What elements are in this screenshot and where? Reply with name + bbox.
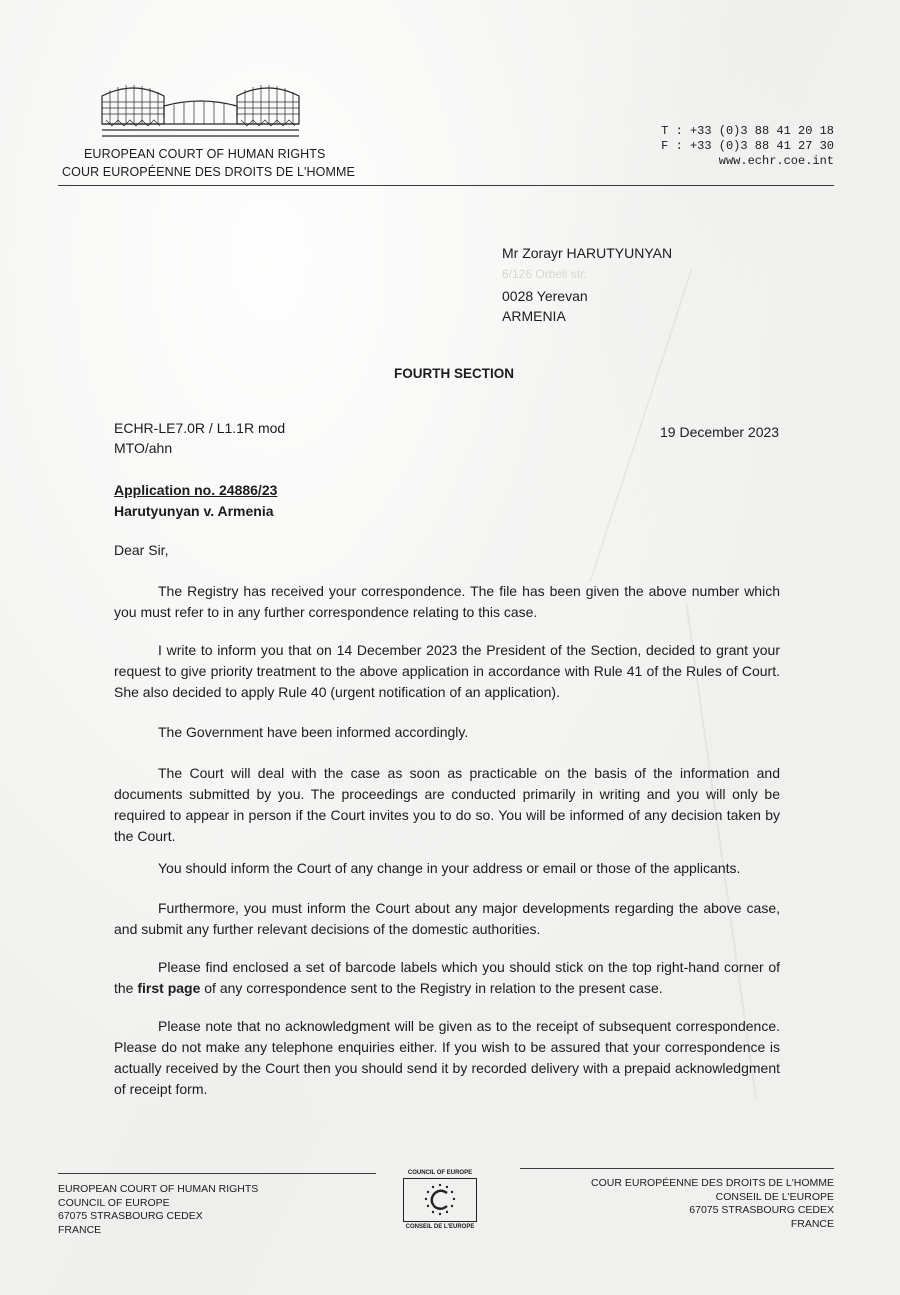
header-divider: [58, 185, 834, 186]
salutation: Dear Sir,: [114, 542, 169, 558]
coe-emblem-icon: [420, 1182, 460, 1218]
barcode-text-start: Please find enclosed a set of barcode labels which you should stick on the top right-hand corner of the: [114, 959, 780, 996]
footer-line: 67075 STRASBOURG CEDEX: [689, 1204, 834, 1216]
court-name-en: EUROPEAN COURT OF HUMAN RIGHTS: [84, 147, 326, 161]
footer-line: COUNCIL OF EUROPE: [58, 1196, 170, 1209]
letter-date: 19 December 2023: [660, 424, 780, 440]
paragraph-barcode: [114, 957, 780, 999]
court-building-logo: [98, 78, 303, 140]
coe-label-fr: CONSEIL DE L'EUROPE: [405, 1224, 475, 1230]
recipient-country: ARMENIA: [502, 308, 566, 324]
contact-block: [661, 124, 834, 169]
footer-divider-right: [520, 1168, 834, 1169]
footer-line: FRANCE: [790, 1217, 834, 1230]
application-number: Application no. 24886/23: [114, 482, 278, 498]
barcode-text-end: of any correspondence sent to the Registry in relation to the present case.: [200, 980, 663, 996]
section-title: FOURTH SECTION: [394, 366, 514, 381]
paragraph-developments: Furthermore, you must inform the Court about any major developments regarding the above case, and submit any further relevant decisions of the domestic authorities.: [114, 900, 780, 937]
application-name: Harutyunyan v. Armenia: [114, 503, 274, 519]
paragraph-acknowledgment: Please note that no acknowledgment will be given as to the receipt of subsequent correspondence. Please do not make any telephone enquiries either. If you wish to be assured that your correspondence is actually received by the Court then you should send it by recorded delivery with a prepaid acknowledgment of receipt form.: [114, 1018, 780, 1097]
reference-code: ECHR-LE7.0R / L1.1R mod: [114, 420, 286, 436]
recipient-name: Mr Zorayr HARUTYUNYAN: [502, 245, 673, 261]
footer-address-fr: [591, 1177, 834, 1231]
paragraph-address-change: You should inform the Court of any change in your address or email or those of the applicants.: [158, 860, 741, 876]
paragraph-registry: The Registry has received your correspondence. The file has been given the above number which you must refer to in any further correspondence relating to this case.: [114, 583, 780, 620]
recipient-city: 0028 Yerevan: [502, 288, 588, 304]
phone-number: T : +33 (0)3 88 41 20 18: [661, 124, 834, 138]
paragraph-government: The Government have been informed accordingly.: [158, 724, 469, 740]
council-of-europe-logo: [400, 1170, 480, 1230]
footer-address-en: [58, 1183, 258, 1237]
reference-initials: MTO/ahn: [114, 440, 173, 456]
coe-emblem-box: [403, 1178, 477, 1222]
fax-number: F : +33 (0)3 88 41 27 30: [661, 139, 834, 153]
footer-line: FRANCE: [58, 1223, 102, 1236]
footer-line: COUR EUROPÉENNE DES DROITS DE L'HOMME: [591, 1177, 834, 1189]
paragraph-proceedings: The Court will deal with the case as soon as practicable on the basis of the information and documents submitted by you. The proceedings are conducted primarily in writing and you will only be required to appear in person if the Court invites you to do so. You will be informed of any decision taken by the Court.: [114, 765, 780, 844]
footer-line: EUROPEAN COURT OF HUMAN RIGHTS: [58, 1183, 259, 1195]
footer-divider-left: [58, 1173, 376, 1174]
footer-line: CONSEIL DE L'EUROPE: [715, 1190, 834, 1203]
footer-line: 67075 STRASBOURG CEDEX: [58, 1210, 203, 1222]
court-name-fr: COUR EUROPÉENNE DES DROITS DE L'HOMME: [62, 165, 355, 179]
barcode-text-bold: first page: [137, 980, 201, 996]
coe-label-en: COUNCIL OF EUROPE: [407, 1170, 473, 1176]
website-link[interactable]: www.echr.coe.int: [718, 154, 834, 168]
paragraph-priority: I write to inform you that on 14 December 2023 the President of the Section, decided to grant your request to give priority treatment to the above application in accordance with Rule 41 of the Rules of Court. She also decided to apply Rule 40 (urgent notification of an application).: [114, 642, 780, 700]
recipient-street: 6/126 Orbeli str.: [502, 267, 587, 281]
